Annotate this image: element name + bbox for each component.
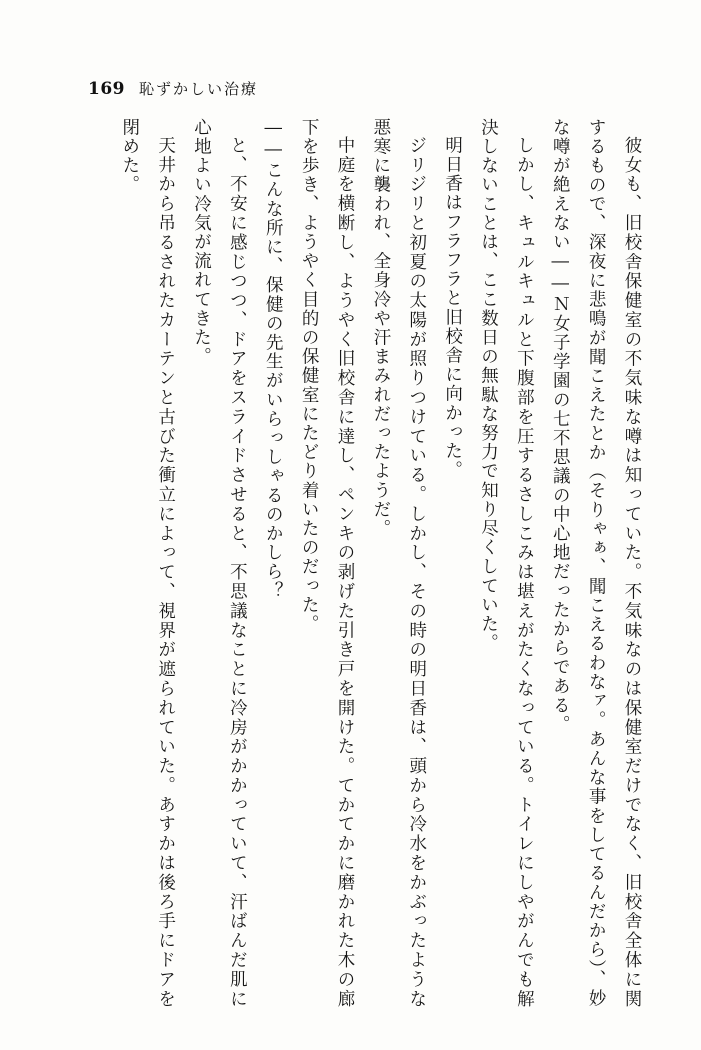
page-number: 169 — [88, 79, 125, 99]
paragraph: 彼女も、旧校舎保健室の不気味な噂は知っていた。不気味なのは保健室だけでなく、旧校舎全体に関するもので、深夜に悲鳴が聞こえたとか（そりゃぁ、聞こえるわなァ。あんな事をしてるんだから）、妙な噂が絶えない――Ｎ女子学園の七不思議の中心地だったからである。 — [550, 118, 642, 1008]
paragraph: 明日香はフラフラと旧校舎に向かった。 — [442, 135, 463, 480]
paragraph: しかし、キュルキュルと下腹部を圧するさしこみは堪えがたくなっている。トイレにしやがんでも解決しないことは、ここ数日の無駄な努力で知り尽くしていた。 — [478, 118, 535, 1008]
paragraph: ジリジリと初夏の太陽が照りつけている。しかし、その時の明日香は、頭から冷水をかぶったような悪寒に襲われ、全身冷や汗まみれだったようだ。 — [370, 118, 427, 1008]
chapter-title: 恥ずかしい治療 — [139, 80, 259, 98]
running-head — [88, 78, 258, 99]
paragraph: と、不安に感じつつ、ドアをスライドさせると、不思議なことに冷房がかかっていて、汗ばんだ肌に心地よい冷気が流れてきた。 — [191, 118, 248, 1008]
paragraph: ――こんな所に、保健の先生がいらっしゃるのかしら？ — [263, 118, 284, 601]
body-text — [62, 118, 649, 1008]
paragraph: 中庭を横断し、ようやく旧校舎に達し、ペンキの剥げた引き戸を開けた。てかてかに磨かれた木の廊下を歩き、ようやく目的の保健室にたどり着いたのだった。 — [299, 118, 355, 1008]
paragraph: 天井から吊るされたカーテンと古びた衝立によって、視界が遮られていた。あすかは後ろ手にドアを閉めた。 — [119, 118, 176, 1008]
